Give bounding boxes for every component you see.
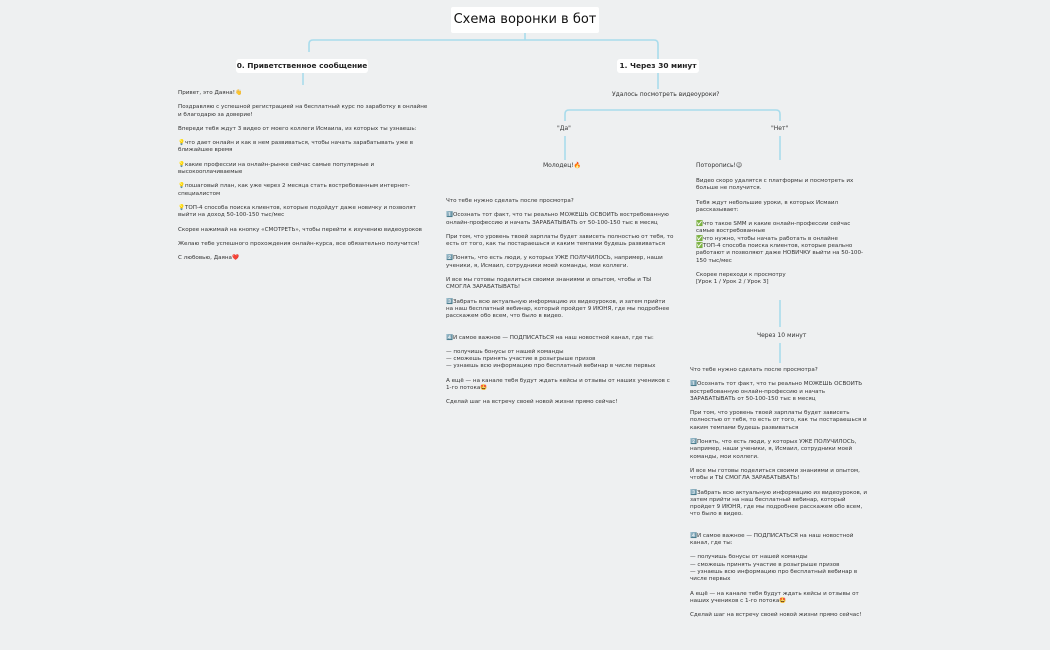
no-line: ✅что такое SMM и какие онлайн-профессии сейчас самые востребованные ✅что нужно, чтобы начать работать в онлайне ✅ТОП-4 способа поиска клиентов, которые реально работают и позволяют даже НОВИЧКУ выйти на 50-100-150 тыс/мес — [696, 221, 864, 264]
yes-line: — получишь бонусы от нашей команды — сможешь принять участие в розыгрыше призов — узнаешь всю информацию про бесплатный вебинар в числе первых — [446, 348, 656, 370]
final-line: — получишь бонусы от нашей команды — сможешь принять участие в розыгрыше призов — узнаешь всю информацию про бесплатный вебинар в числе первых — [690, 554, 858, 583]
final-line: 4️⃣И самое важное — ПОДПИСАТЬСЯ на наш новостной канал, где ты: — [690, 532, 854, 547]
node-after-30-suffix: минут — [668, 61, 697, 70]
yes-line: И все мы готовы поделиться своими знаниями и опытом, чтобы и ТЫ СМОГЛА ЗАРАБАТЫВАТЬ! — [446, 277, 652, 291]
welcome-line: 💡ТОП-4 способа поиска клиентов, которые подойдут даже новичку и позволят выйти на доход 50-100-150 тыс/мес — [178, 204, 416, 219]
final-line: Что тебе нужно сделать после просмотра? — [690, 367, 818, 373]
welcome-line: 💡что дает онлайн и как в нем развиваться, чтобы начать зарабатывать уже в ближайшее время — [178, 140, 414, 154]
yes-line: 4️⃣И самое важное — ПОДПИСАТЬСЯ на наш новостной канал, где ты: — [446, 334, 654, 341]
no-line: Тебя ждут небольшие уроки, в которых Исмаил рассказывает: — [696, 199, 839, 213]
node-welcome-message[interactable]: 0. Приветственное сообщение — [236, 59, 368, 73]
no-line: Скорее переходи к просмотру [Урок 1 / Урок 2 / Урок 3] — [696, 271, 786, 286]
welcome-line: Скорее нажимай на кнопку «СМОТРЕТЬ», чтобы перейти к изучению видеоуроков — [178, 226, 422, 233]
yes-line: 3️⃣Забрать всю актуальную информацию из видеоуроков, и затем прийти на наш бесплатный вебинар, который пройдет 9 ИЮНЯ, где мы подробнее расскажем обо всем, что было в видео. — [446, 298, 670, 320]
branch-yes: "Да" — [557, 125, 571, 132]
node-after-30-number: 30 — [658, 61, 669, 70]
connector-top-bar — [309, 40, 658, 59]
node-after-30-minutes[interactable] — [617, 59, 699, 73]
final-line: 1️⃣Осознать тот факт, что ты реально МОЖЕШЬ ОСВОИТЬ востребованную онлайн-профессию и начать ЗАРАБАТЫВАТЬ от 50-100-150 тыс в месяц — [690, 381, 863, 402]
branch-no: "Нет" — [771, 125, 789, 132]
final-line: 2️⃣Понять, что есть люди, у которых УЖЕ ПОЛУЧИЛОСЬ, например, наши ученики, я, Исмаил, сотрудники моей команды, мои коллеги. — [690, 439, 857, 460]
final-line: Сделай шаг на встречу своей новой жизни прямо сейчас! — [690, 612, 862, 619]
welcome-line: 💡пошаговый план, как уже через 2 месяца стать востребованным интернет-специалистом — [178, 183, 410, 197]
welcome-line: С любовью, Даяна❤️ — [178, 255, 239, 262]
question-watched-videos: Удалось посмотреть видеоуроки? — [612, 91, 720, 98]
yes-line: А ещё — на канале тебя будут ждать кейсы и отзывы от наших учеников с 1-го потока🤩 — [446, 377, 670, 392]
node-after-30-prefix: 1. Через — [619, 61, 659, 70]
final-line: И все мы готовы поделиться своими знаниями и опытом, чтобы и ТЫ СМОГЛА ЗАРАБАТЫВАТЬ! — [690, 467, 860, 482]
yes-line: Что тебе нужно сделать после просмотра? — [446, 198, 574, 204]
welcome-line: Желаю тебе успешного прохождения онлайн-курса, все обязательно получится! — [178, 240, 420, 247]
yes-branch-text — [446, 198, 674, 414]
welcome-message-text — [178, 90, 428, 269]
welcome-line: Поздравляю с успешной регистрацией на бесплатный курс по заработку в онлайне и благодарю за доверие! — [178, 104, 428, 118]
yes-branch-header: Молодец!🔥 — [543, 162, 582, 169]
yes-line: При том, что уровень твоей зарплаты будет зависеть полностью от тебя, то есть от того, как ты постараешься и каким темпами будешь развиваться — [446, 233, 674, 248]
final-line: 3️⃣Забрать всю актуальную информацию из видеоуроков, и затем прийти на наш бесплатный вебинар, который пройдет 9 ИЮНЯ, где мы подробнее расскажем обо всем, что было в видео. — [690, 489, 867, 518]
no-branch-header: Поторопись!😉 — [696, 162, 743, 169]
no-branch-text — [696, 178, 864, 294]
yes-line: 2️⃣Понять, что есть люди, у которых УЖЕ ПОЛУЧИЛОСЬ, например, наши ученики, я, Исмаил, сотрудники моей команды, мои коллеги. — [446, 255, 663, 269]
welcome-line: 💡какие профессии на онлайн-рынке сейчас самые популярные и высокооплачиваемые — [178, 161, 375, 176]
yes-line: Сделай шаг на встречу своей новой жизни прямо сейчас! — [446, 399, 618, 406]
connector-question-bar — [565, 110, 780, 121]
welcome-line: Впереди тебя ждут 3 видео от моего коллеги Исмаила, из которых ты узнаешь: — [178, 125, 417, 132]
welcome-line: Привет, это Даяна!👋 — [178, 90, 242, 96]
diagram-title: Схема воронки в бот — [451, 7, 599, 33]
final-message-text — [690, 367, 870, 626]
final-line: При том, что уровень твоей зарплаты будет зависеть полностью от тебя, то есть от того, как ты постараешься и каким темпами будешь развиваться — [690, 410, 867, 431]
yes-line: 1️⃣Осознать тот факт, что ты реально МОЖЕШЬ ОСВОИТЬ востребованную онлайн-профессию и начать ЗАРАБАТЫВАТЬ от 50-100-150 тыс в месяц — [446, 212, 669, 226]
no-line: Видео скоро удалятся с платформы и посмотреть их больше не получится. — [696, 178, 854, 192]
after-10-minutes-label: Через 10 минут — [757, 332, 807, 339]
final-line: А ещё — на канале тебя будут ждать кейсы и отзывы от наших учеников с 1-го потока🤩 — [690, 590, 859, 604]
